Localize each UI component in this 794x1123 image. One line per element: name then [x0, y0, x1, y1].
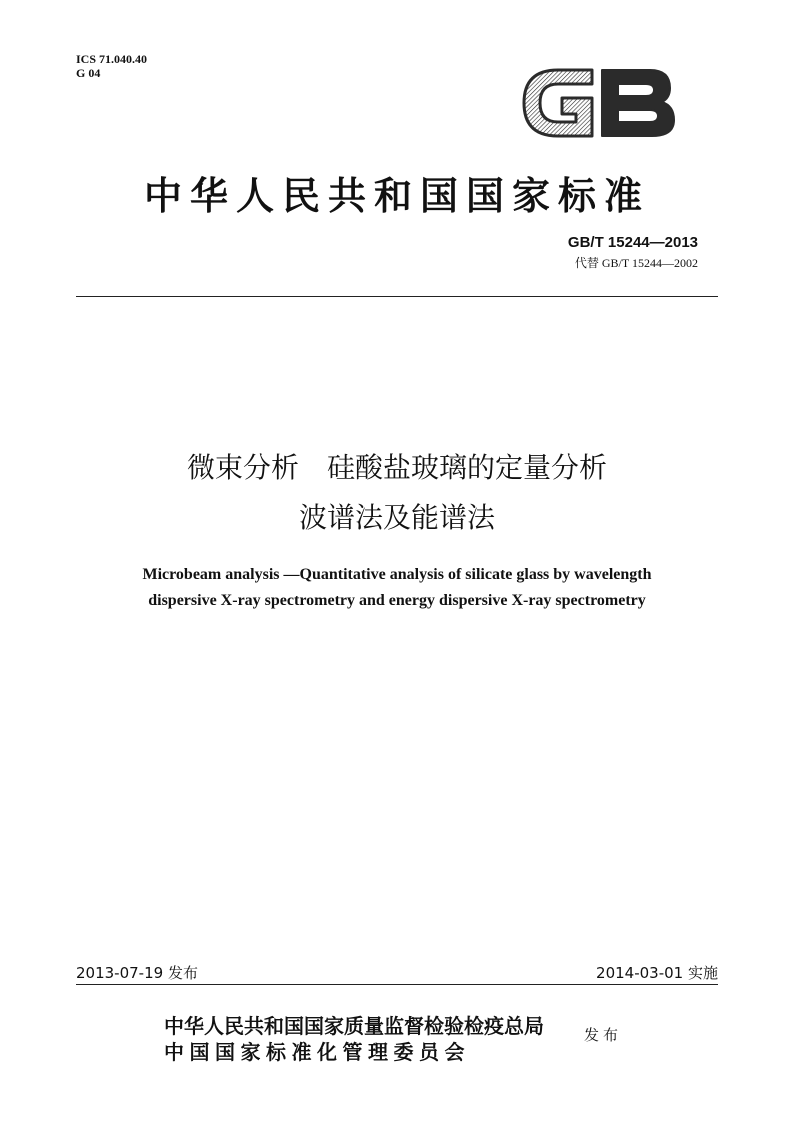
gb-logo [518, 60, 678, 146]
english-title-line1: Microbeam analysis —Quantitative analysis of silicate glass by wavelength [142, 566, 652, 583]
classification-codes [76, 52, 147, 80]
chinese-title-line1: 微束分析 硅酸盐玻璃的定量分析 [186, 451, 607, 484]
standard-number: GB/T 15244—2013 [567, 234, 698, 251]
gb-logo-icon [518, 60, 678, 146]
english-title-line2: dispersive X-ray spectrometry and energy dispersive X-ray spectrometry [148, 592, 646, 609]
publish-label: 发布 [584, 1026, 623, 1044]
main-title: 中华人民共和国国家标准 [143, 173, 650, 218]
ccs-code: G 04 [76, 66, 101, 80]
top-divider [76, 296, 718, 297]
publisher-sac: 中国国家标准化管理委员会 [164, 1040, 470, 1064]
replaces-standard: 代替 GB/T 15244—2002 [574, 256, 698, 270]
bottom-divider [76, 984, 718, 985]
ics-code: ICS 71.040.40 [76, 52, 148, 66]
issue-date: 2013-07-19 发布 [76, 964, 198, 982]
publisher-aqsiq: 中华人民共和国国家质量监督检验检疫总局 [164, 1014, 544, 1038]
implementation-date: 2014-03-01 实施 [596, 964, 718, 982]
chinese-title-line2: 波谱法及能谱法 [298, 501, 495, 534]
